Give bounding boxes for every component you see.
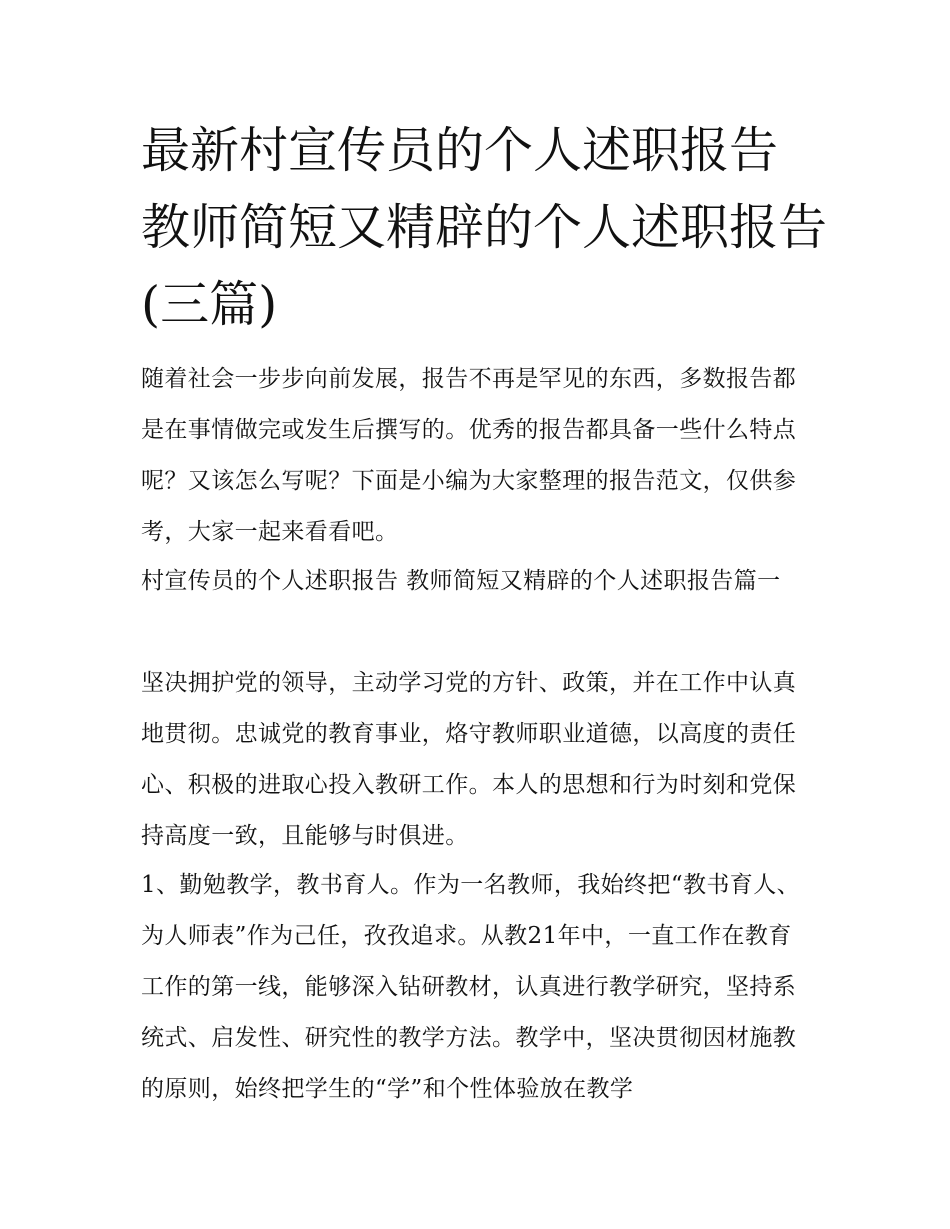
section-heading: 村宣传员的个人述职报告 教师简短又精辟的个人述职报告篇一: [141, 568, 781, 594]
body-paragraph: 坚决拥护党的领导，主动学习党的方针、政策，并在工作中认真地贯彻。忠诚党的教育事业，烙守教师职业道德，以高度的责任心、积极的进取心投入教研工作。本人的思想和行为时刻和党保持高度一致，且能够与时俱进。: [141, 670, 797, 849]
body-paragraph: 1、勤勉教学，教书育人。作为一名教师，我始终把“教书育人、为人师表”作为己任，孜孜追求。从教21年中，一直工作在教育工作的第一线，能够深入钻研教材，认真进行教学研究，坚持系统式、启发性、研究性的教学方法。教学中，坚决贯彻因材施教的原则，始终把学生的“学”和个性体验放在教学: [141, 872, 800, 1102]
intro-paragraph: 随着社会一步步向前发展，报告不再是罕见的东西，多数报告都是在事情做完或发生后撰写的。优秀的报告都具备一些什么特点呢？又该怎么写呢？下面是小编为大家整理的报告范文，仅供参考，大家一起来看看吧。: [141, 366, 797, 545]
document-title: 最新村宣传员的个人述职报告 教师简短又精辟的个人述职报告(三篇): [141, 122, 828, 333]
